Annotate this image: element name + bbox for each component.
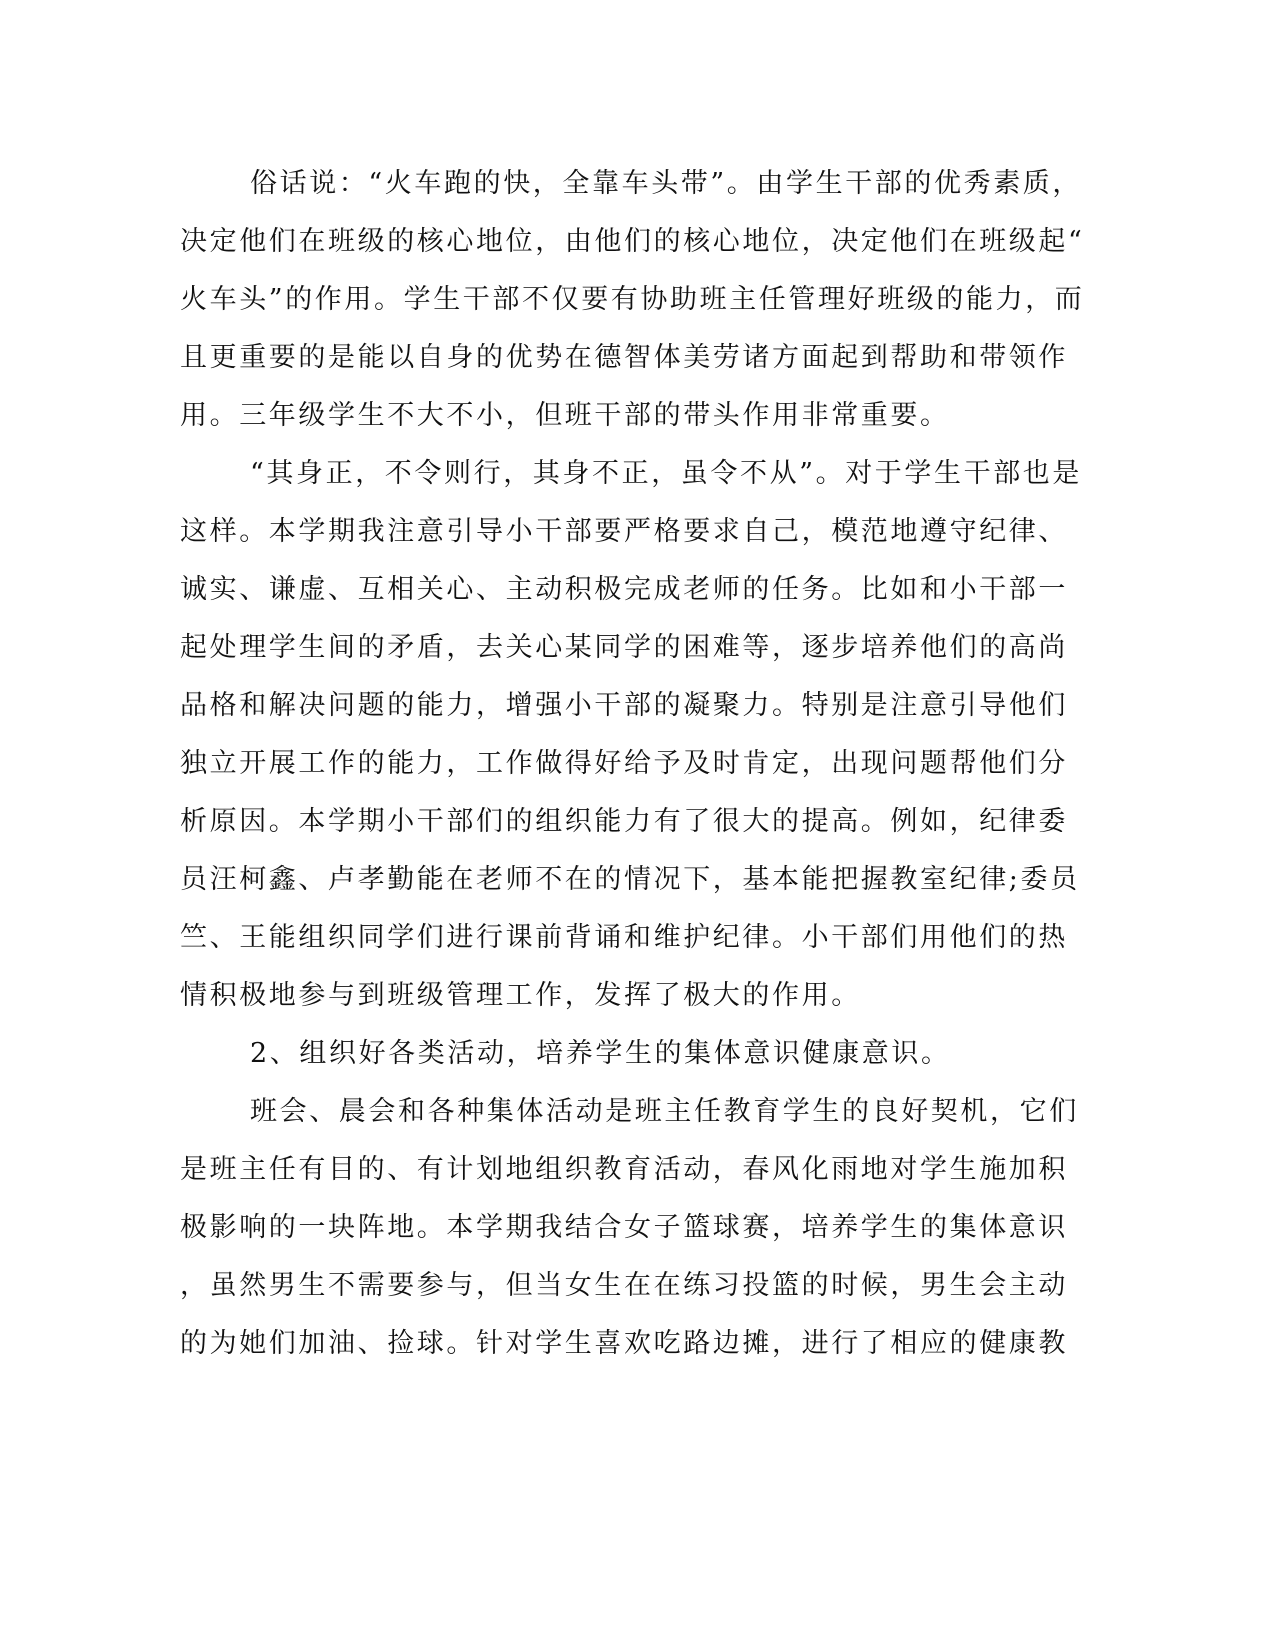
paragraph-2-line-2: 这样。本学期我注意引导小干部要严格要求自己，模范地遵守纪律、 [180,516,1068,547]
paragraph-2-line-9: 竺、王能组织同学们进行课前背诵和维护纪律。小干部们用他们的热 [180,922,1068,953]
paragraph-1-line-2: 决定他们在班级的核心地位，由他们的核心地位，决定他们在班级起“ [180,226,1085,257]
paragraph-3-line-2: 是班主任有目的、有计划地组织教育活动，春风化雨地对学生施加积 [180,1154,1068,1185]
paragraph-2-line-8: 员汪柯鑫、卢孝勤能在老师不在的情况下，基本能把握教室纪律;委员 [180,864,1080,895]
paragraph-2-line-10: 情积极地参与到班级管理工作，发挥了极大的作用。 [180,980,861,1011]
paragraph-2-line-6: 独立开展工作的能力，工作做得好给予及时肯定，出现问题帮他们分 [180,748,1068,779]
paragraph-2-line-5: 品格和解决问题的能力，增强小干部的凝聚力。特别是注意引导他们 [180,690,1068,721]
paragraph-1-line-4: 且更重要的是能以自身的优势在德智体美劳诸方面起到帮助和带领作 [180,342,1068,373]
paragraph-3-line-4: ，虽然男生不需要参与，但当女生在在练习投篮的时候，男生会主动 [180,1270,1068,1301]
paragraph-1-line-1: 俗话说：“火车跑的快，全靠车头带”。由学生干部的优秀素质， [250,168,1083,199]
section-heading: 2、组织好各类活动，培养学生的集体意识健康意识。 [250,1038,951,1069]
paragraph-2-line-4: 起处理学生间的矛盾，去关心某同学的困难等，逐步培养他们的高尚 [180,632,1068,663]
paragraph-3-line-3: 极影响的一块阵地。本学期我结合女子篮球赛，培养学生的集体意识 [180,1212,1068,1243]
paragraph-2-line-7: 析原因。本学期小干部们的组织能力有了很大的提高。例如，纪律委 [180,806,1068,837]
paragraph-2-line-1: “其身正，不令则行，其身不正，虽令不从”。对于学生干部也是 [250,458,1083,489]
paragraph-1-line-3: 火车头”的作用。学生干部不仅要有协助班主任管理好班级的能力，而 [180,284,1085,315]
paragraph-2-line-3: 诚实、谦虚、互相关心、主动积极完成老师的任务。比如和小干部一 [180,574,1068,605]
paragraph-3-line-1: 班会、晨会和各种集体活动是班主任教育学生的良好契机，它们 [250,1096,1079,1127]
paragraph-1-line-5: 用。三年级学生不大不小，但班干部的带头作用非常重要。 [180,400,950,431]
paragraph-3-line-5: 的为她们加油、捡球。针对学生喜欢吃路边摊，进行了相应的健康教 [180,1328,1068,1359]
